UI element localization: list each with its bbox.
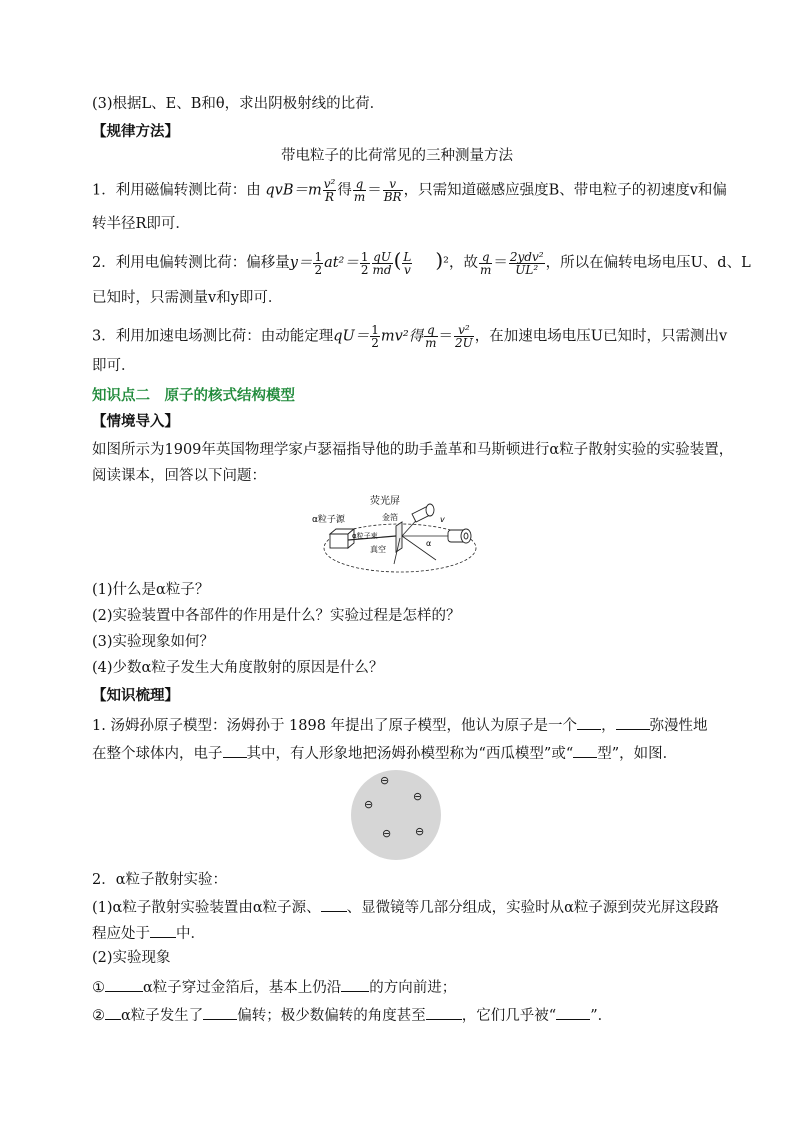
scene-question-2: (2)实验装置中各部件的作用是什么？实验过程是怎样的？ <box>92 608 461 624</box>
experiment-phenomena-heading: (2)实验现象 <box>92 950 171 966</box>
label-source: α粒子源 <box>312 515 345 525</box>
method-3-cont: 即可． <box>92 358 136 374</box>
method-title: 带电粒子的比荷常见的三种测量方法 <box>281 148 513 164</box>
fraction: $\frac{\text{v²}}{2U}$ <box>455 323 473 350</box>
electron-icon: ⊖ <box>382 827 392 840</box>
fraction: $\frac{1}{2}$ <box>314 249 323 277</box>
thomson-model-sphere <box>351 770 441 860</box>
knowledge-point-2-heading: 知识点二 原子的核式结构模型 <box>92 387 295 404</box>
fill-blank[interactable] <box>321 896 347 912</box>
electron-icon: ⊖ <box>364 798 374 811</box>
thomson-model-line-2: 在整个球体内，电子 其中，有人形象地把汤姆孙模型称为“西瓜模型”或“ 型”，如图． <box>92 742 677 764</box>
fraction: $\frac{q}{m}$ <box>353 177 366 204</box>
electron-icon: ⊖ <box>380 774 390 787</box>
fill-blank[interactable] <box>150 922 176 938</box>
method-2-line: 2．利用电偏转测比荷：偏移量y＝ $\frac{1}{2}$ at²＝ $\frac{1}{2}$ $\frac{qU}{md}$ ( $\frac{L}{v}$ )²，故 $\frac{q}{m}$ ＝ $\frac{\text{2ydv²}}{\text{UL²}}$ ，所以在偏转电场电压U、d、L <box>92 248 751 277</box>
fill-blank[interactable] <box>203 1004 237 1020</box>
fill-blank[interactable] <box>616 714 650 730</box>
label-screen: 荧光屏 <box>370 496 400 507</box>
fill-blank[interactable] <box>105 1004 121 1020</box>
alpha-scattering-apparatus-figure <box>312 494 482 576</box>
fraction: $\frac{\text{2ydv²}}{\text{UL²}}$ <box>509 249 544 277</box>
fraction: $\frac{\text{v²}}{R}$ <box>323 177 336 204</box>
fill-blank[interactable] <box>573 742 597 758</box>
fill-blank[interactable] <box>556 1004 590 1020</box>
fraction: $\frac{1}{2}$ <box>360 249 369 277</box>
method-3-line: 3．利用加速电场测比荷：由动能定理qU＝ $\frac{1}{2}$ mv²得 $\frac{q}{m}$ ＝ $\frac{\text{v²}}{2U}$ ，在加速电场电压U已知时，只需测出v <box>92 323 728 350</box>
scene-text-1: 如图所示为1909年英国物理学家卢瑟福指导他的助手盖革和马斯顿进行α粒子散射实验的实验装置， <box>92 442 734 458</box>
scene-question-4: (4)少数α粒子发生大角度散射的原因是什么？ <box>92 660 384 676</box>
method-1-line: 1．利用磁偏转测比荷：由 qvB＝m $\frac{\text{v²}}{R}$ 得 $\frac{q}{m}$ ＝ $\frac{v}{BR}$ ，只需知道磁感应强度B、带电粒子的初速度v和偏 <box>92 177 727 204</box>
label-foil: 金箔 <box>382 513 398 522</box>
scene-heading: 【情境导入】 <box>92 413 179 430</box>
fraction: $\frac{L}{v}$ <box>403 249 412 277</box>
method-heading: 【规律方法】 <box>92 123 179 140</box>
fill-blank[interactable] <box>223 742 247 758</box>
fraction: $\frac{qU}{md}$ <box>372 249 392 277</box>
label-v: v <box>440 515 445 524</box>
scene-text-2: 阅读课本，回答以下问题： <box>92 468 266 484</box>
alpha-scattering-heading: 2．α粒子散射实验： <box>92 872 228 888</box>
fraction: $\frac{v}{BR}$ <box>383 177 402 204</box>
fill-blank[interactable] <box>577 714 601 730</box>
method-1-cont: 转半径R即可． <box>92 216 190 232</box>
label-beam: α粒子束 <box>352 532 378 540</box>
phenomenon-2: ② α粒子发生了 偏转；极少数偏转的角度甚至 ，它们几乎被“ ”． <box>92 1004 612 1026</box>
label-vacuum: 真空 <box>370 545 386 554</box>
method-2-cont: 已知时，只需测量v和y即可． <box>92 290 283 306</box>
fill-blank[interactable] <box>426 1004 462 1020</box>
scene-question-1: (1)什么是α粒子？ <box>92 582 210 598</box>
scene-question-3: (3)实验现象如何？ <box>92 634 215 650</box>
alpha-scattering-line-1: (1)α粒子散射实验装置由α粒子源、 、显微镜等几部分组成，实验时从α粒子源到荧光屏这段路 <box>92 896 719 918</box>
fraction: $\frac{1}{2}$ <box>371 323 379 350</box>
knowledge-heading: 【知识梳理】 <box>92 687 179 704</box>
alpha-scattering-line-2: 程应处于 中． <box>92 922 205 944</box>
fill-blank[interactable] <box>105 976 143 992</box>
fraction: $\frac{q}{m}$ <box>480 249 492 277</box>
phenomenon-1: ① α粒子穿过金箔后，基本上仍沿 的方向前进； <box>92 976 456 998</box>
fraction: $\frac{q}{m}$ <box>425 323 437 350</box>
electron-icon: ⊖ <box>415 825 425 838</box>
thomson-model-line-1: 1. 汤姆孙原子模型：汤姆孙于 1898 年提出了原子模型，他认为原子是一个 ， 弥漫性地 <box>92 714 708 736</box>
fill-blank[interactable] <box>341 976 369 992</box>
electron-icon: ⊖ <box>413 790 423 803</box>
label-alpha: α <box>426 539 432 548</box>
question-3: (3)根据L、E、B和θ，求出阴极射线的比荷． <box>92 96 385 112</box>
